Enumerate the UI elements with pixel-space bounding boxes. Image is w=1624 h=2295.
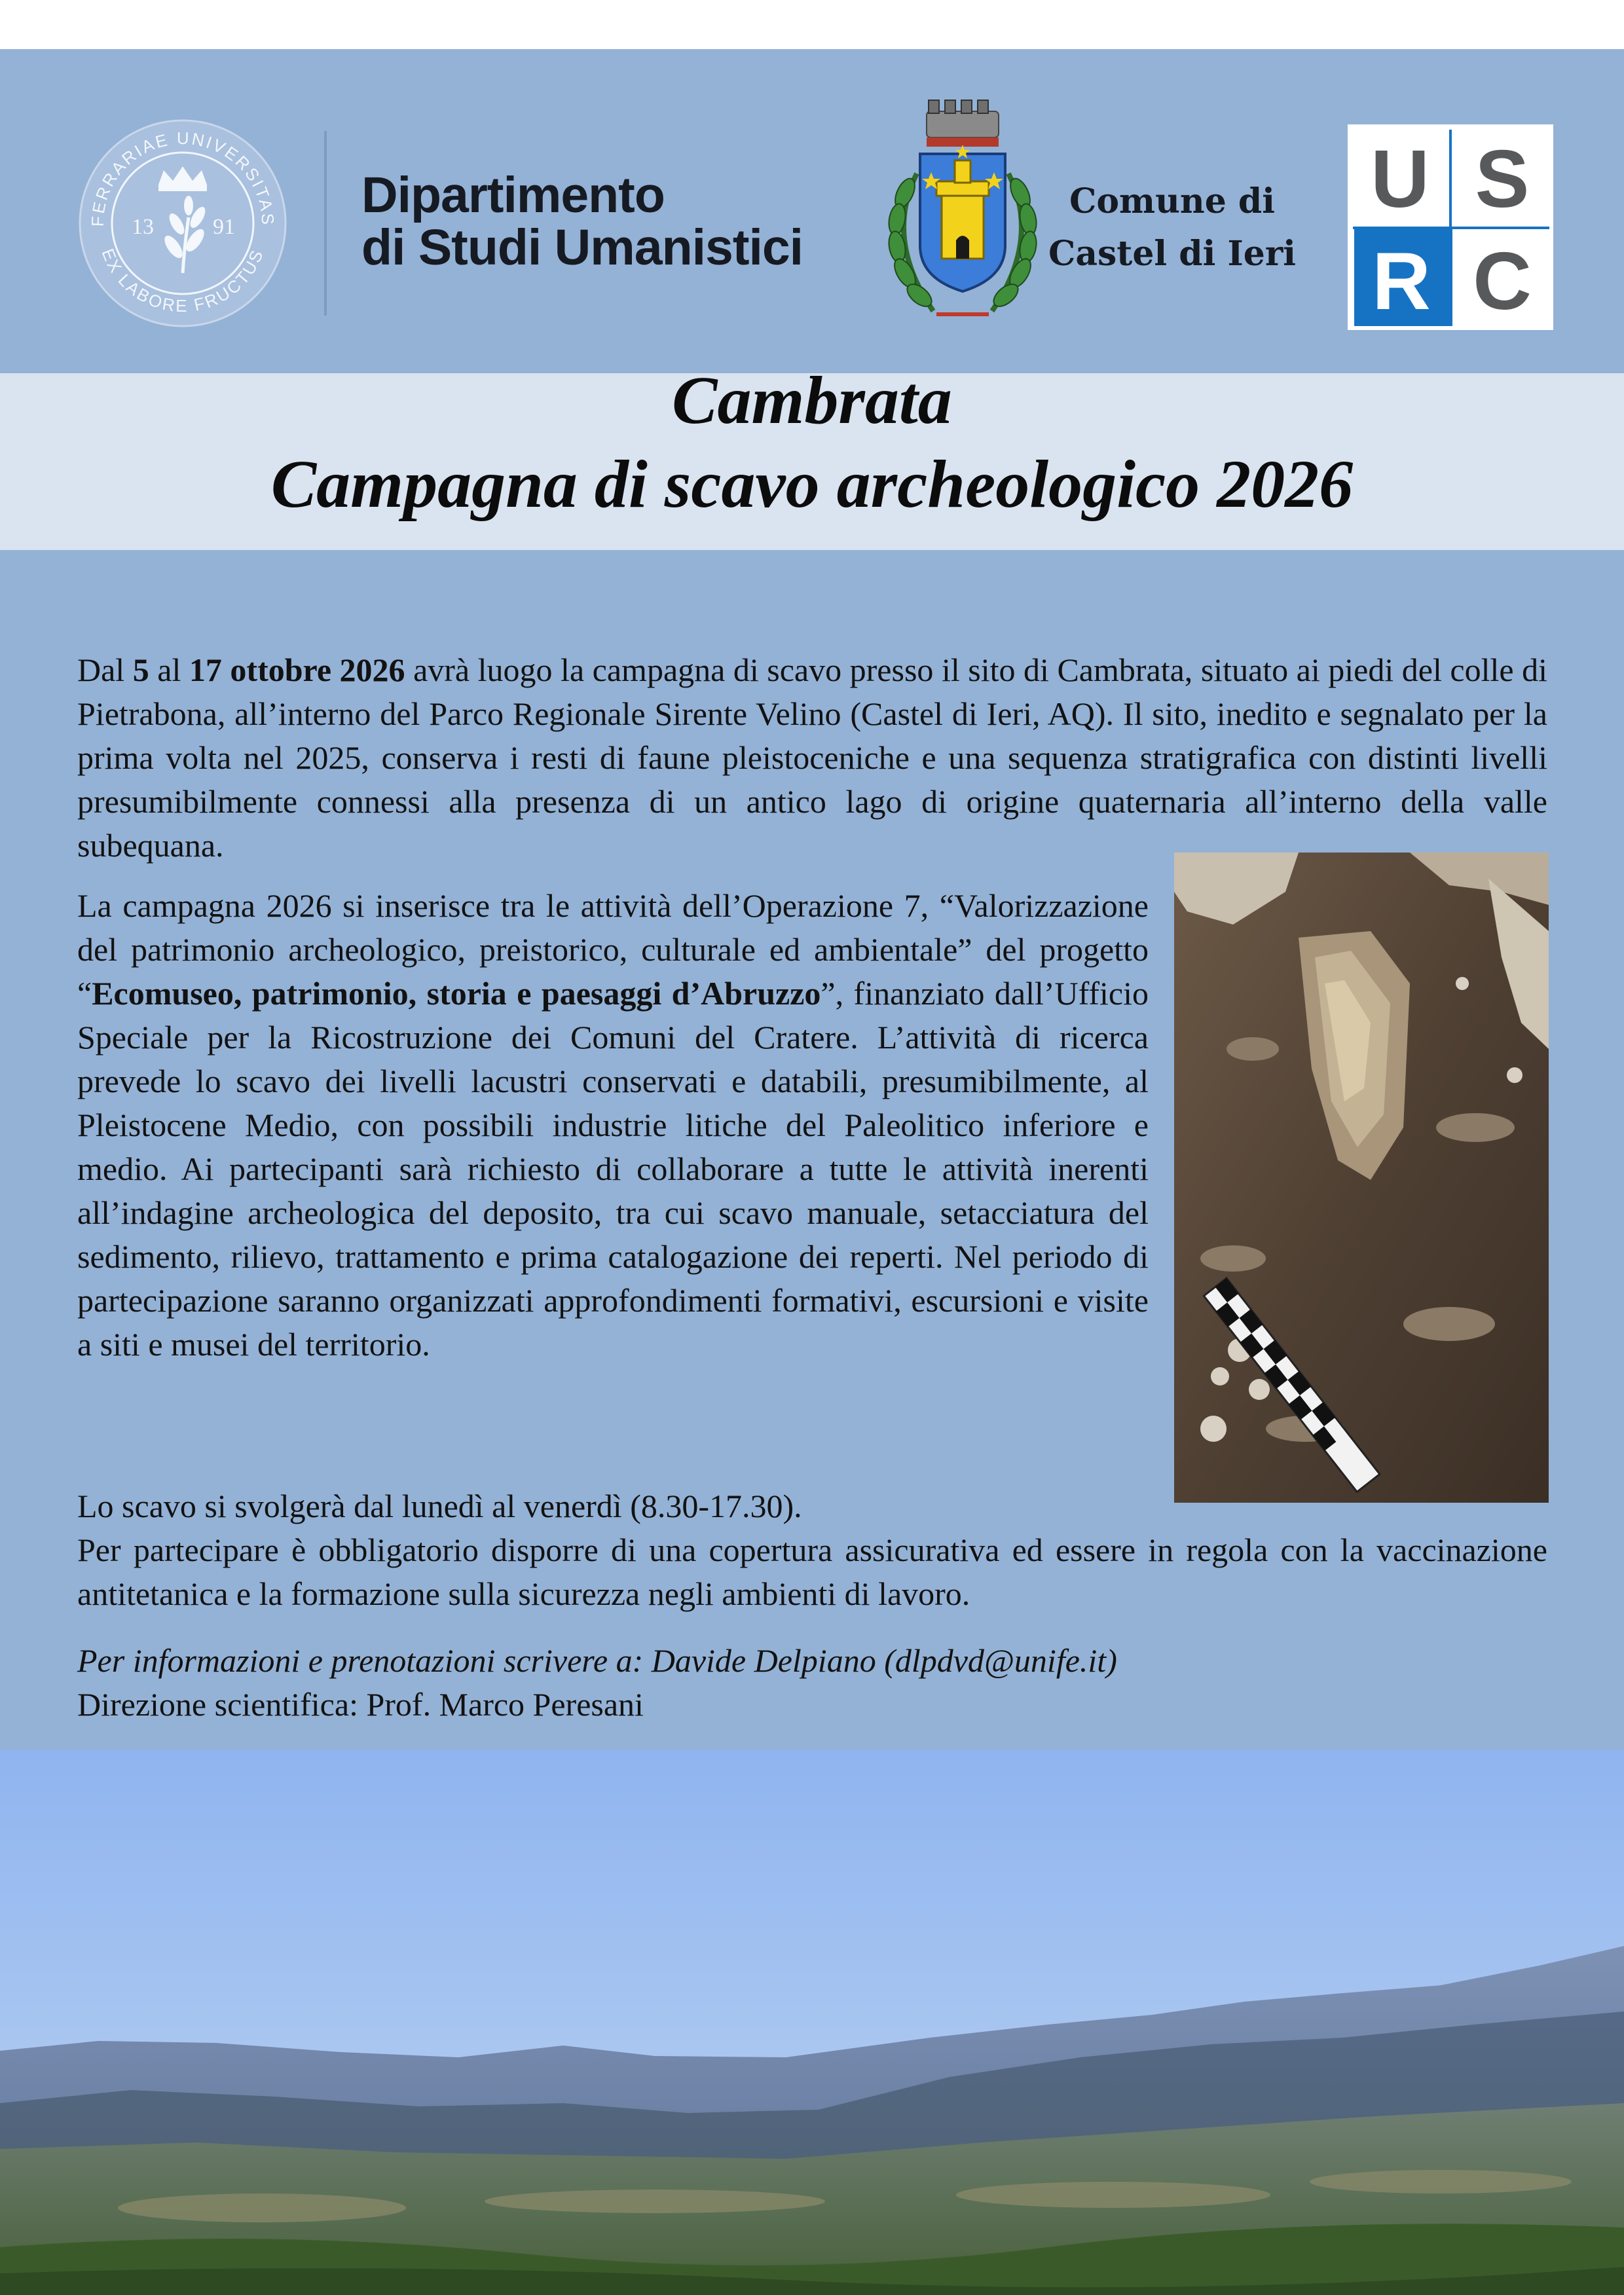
seal-ring-bottom-text: EX LABORE FRUCTUS xyxy=(98,246,268,316)
coat-of-arms-logo xyxy=(871,95,1054,331)
project-paragraph xyxy=(77,884,1149,1367)
university-seal-logo xyxy=(79,119,287,327)
department-name xyxy=(361,169,803,274)
direction-line: Direzione scientifica: Prof. Marco Peresani xyxy=(77,1686,644,1723)
comune-line-1: Comune di xyxy=(1069,181,1275,221)
contact-line: Per informazioni e prenotazioni scrivere a: Davide Delpiano (dlpdvd@unife.it) xyxy=(77,1642,1117,1679)
p1-start-day: 5 xyxy=(132,652,149,688)
schedule-paragraph xyxy=(77,1484,1547,1616)
seal-ring-top-text: FERRARIAE UNIVERSITAS xyxy=(87,128,278,227)
p1-text-a: Dal xyxy=(77,652,133,688)
requirements-line: Per partecipare è obbligatorio disporre di una copertura assicurativa ed essere in regola con la vaccinazione antitetanica e la formazione sulla sicurezza negli ambienti di lavoro. xyxy=(77,1532,1547,1612)
contact-block xyxy=(77,1639,1547,1727)
title-line-2: Campagna di scavo archeologico 2026 xyxy=(270,447,1354,522)
comune-name xyxy=(1041,175,1303,280)
usrc-letter-s: S xyxy=(1475,134,1530,225)
p2-project-name: Ecomuseo, patrimonio, storia e paesaggi d’Abruzzo xyxy=(92,975,821,1012)
schedule-line: Lo scavo si svolgerà dal lunedì al venerdì (8.30-17.30). xyxy=(77,1488,802,1524)
title-line-1: Cambrata xyxy=(672,363,952,438)
logo-divider xyxy=(324,131,327,316)
excavation-photo xyxy=(1174,853,1549,1503)
top-margin xyxy=(0,0,1624,49)
department-line-1: Dipartimento xyxy=(361,167,665,223)
p1-end-date: 17 ottobre 2026 xyxy=(189,652,405,688)
seal-year-right: 91 xyxy=(213,215,235,239)
usrc-letter-r: R xyxy=(1372,236,1431,327)
usrc-letter-u: U xyxy=(1371,134,1430,225)
p2-text-c: ”, finanziato dall’Ufficio Speciale per la Ricostruzione dei Comuni del Cratere. L’attività di ricerca prevede lo scavo dei livelli lacustri conservati e databili, presumibilmente, al Pleistocene Medio, con possibili industrie litiche del Paleolitico inferiore e medio. Ai partecipanti sarà richiesto di collaborare a tutte le attività inerenti all’indagine archeologica del deposito, tra cui scavo manuale, setacciatura del sedimento, rilievo, trattamento e prima catalogazione dei reperti. Nel periodo di partecipazione saranno organizzati approfondimenti formativi, escursioni e visite a siti e musei del territorio. xyxy=(77,975,1149,1363)
intro-paragraph xyxy=(77,648,1547,868)
landscape-photo xyxy=(0,1750,1624,2295)
usrc-logo xyxy=(1348,124,1553,330)
p2-text-a: La campagna 2026 si inserisce tra le attività dell’Operazione 7, “Valorizzazione del patrimonio archeologico, preistorico, culturale ed ambientale” del progetto “ xyxy=(77,887,1149,1012)
page-title xyxy=(0,359,1624,526)
usrc-letter-c: C xyxy=(1473,236,1532,327)
department-line-2: di Studi Umanistici xyxy=(361,219,803,276)
seal-year-left: 13 xyxy=(132,215,154,239)
comune-line-2: Castel di Ieri xyxy=(1048,234,1297,274)
p1-text-e: avrà luogo la campagna di scavo presso il sito di Cambrata, situato ai piedi del colle di Pietrabona, all’interno del Parco Regionale Sirente Velino (Castel di Ieri, AQ). Il sito, inedito e segnalato per la prima volta nel 2025, conserva i resti di faune pleistoceniche e una sequenza stratigrafica con distinti livelli presumibilmente connessi alla presenza di un antico lago di origine quaternaria all’interno della valle subequana. xyxy=(77,652,1547,864)
p1-text-c: al xyxy=(149,652,189,688)
